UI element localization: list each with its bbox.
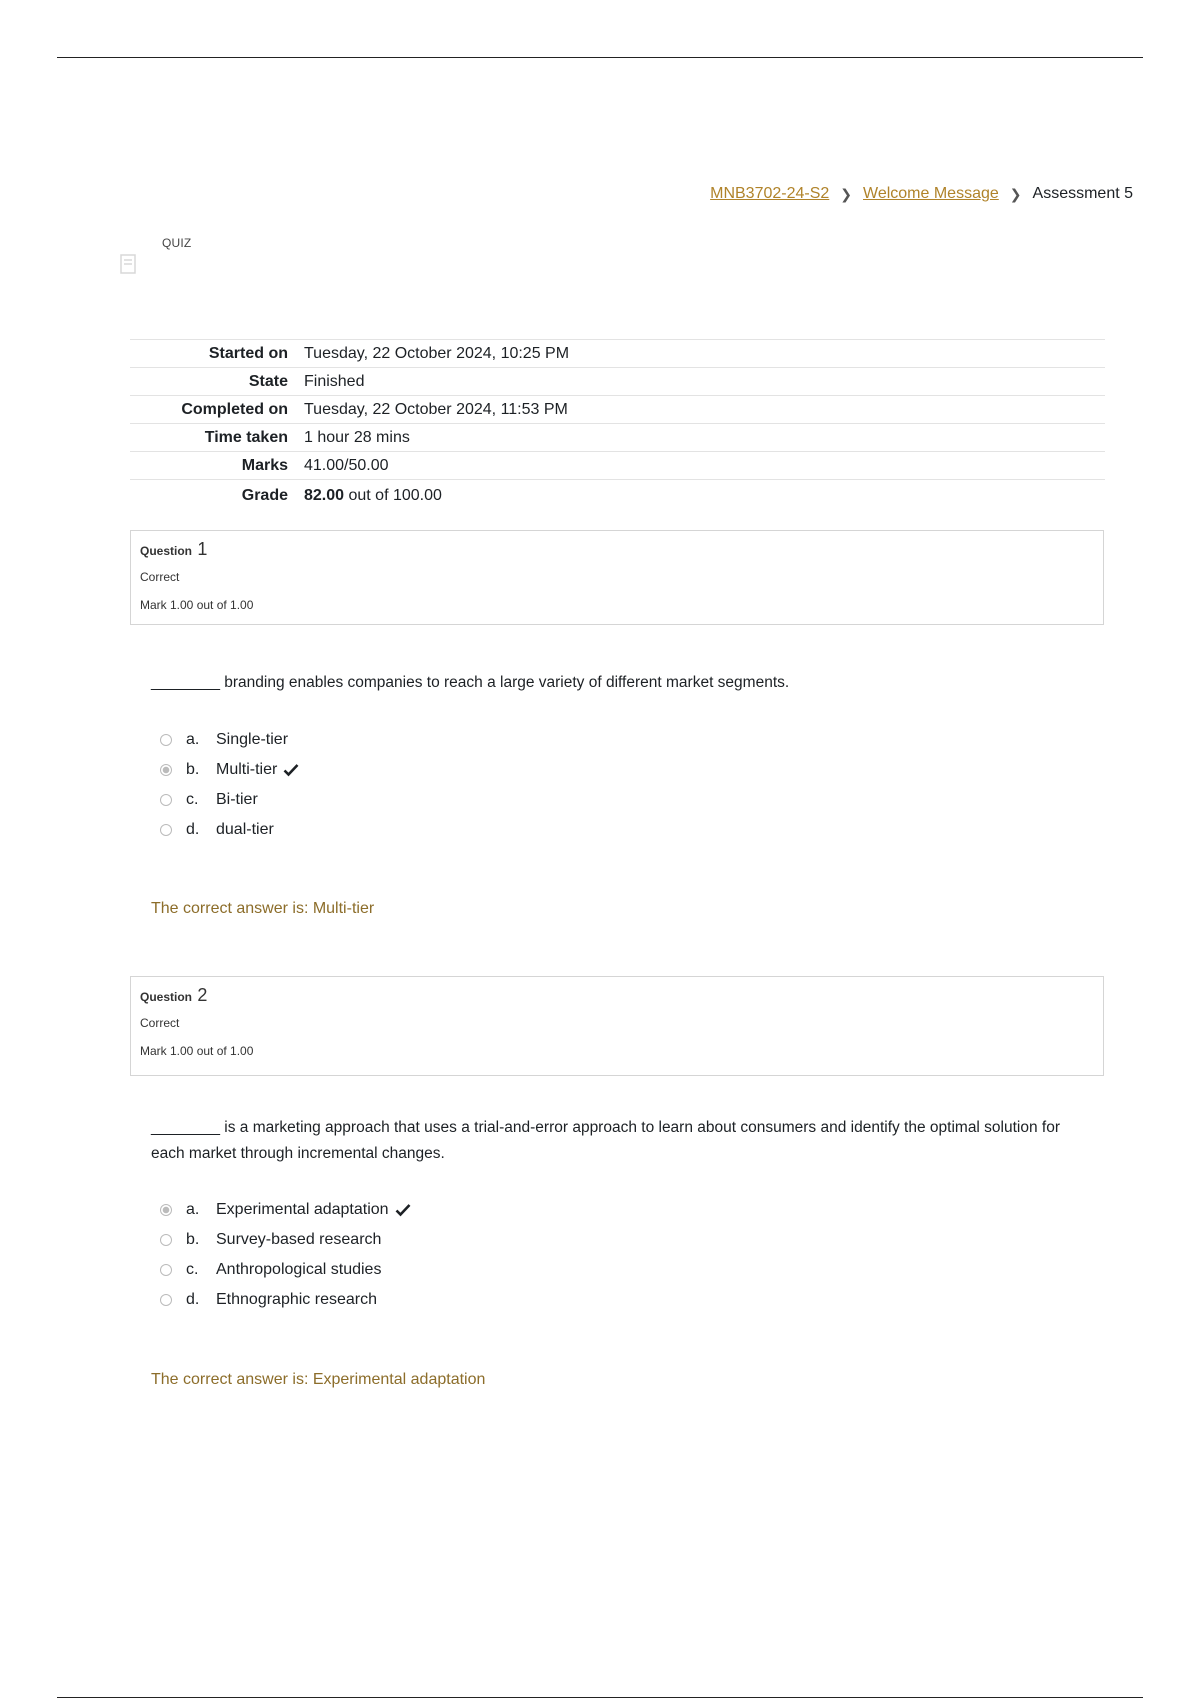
question-2-state: Correct xyxy=(140,1016,180,1030)
question-2-mark: Mark 1.00 out of 1.00 xyxy=(140,1044,254,1058)
answer-text: dual-tier xyxy=(216,821,274,838)
summary-row-completed xyxy=(130,396,1105,424)
answer-letter: c. xyxy=(186,1261,199,1278)
question-2-answers xyxy=(160,1195,411,1315)
marks-label: Marks xyxy=(130,452,304,480)
grade-out-of: out of 100.00 xyxy=(344,486,442,504)
time-taken-value: 1 hour 28 mins xyxy=(304,424,1105,452)
question-number: 2 xyxy=(197,985,208,1005)
chevron-right-icon: ❯ xyxy=(1009,185,1022,202)
completed-on-value: Tuesday, 22 October 2024, 11:53 PM xyxy=(304,396,1105,424)
answer-text: Bi-tier xyxy=(216,791,258,808)
answer-option[interactable] xyxy=(160,1195,411,1225)
grade-value xyxy=(304,480,1105,512)
summary-row-started xyxy=(130,340,1105,368)
summary-row-state xyxy=(130,368,1105,396)
radio-button[interactable] xyxy=(160,764,172,776)
question-label: Question xyxy=(140,544,193,558)
question-number: 1 xyxy=(197,539,208,559)
quiz-icon xyxy=(118,252,142,276)
state-value: Finished xyxy=(304,368,1105,396)
grade-label: Grade xyxy=(130,480,304,512)
radio-button[interactable] xyxy=(160,824,172,836)
question-2-text: ________ is a marketing approach that uses a trial-and-error approach to learn about consumers and identify the optimal solution for each market through incremental changes. xyxy=(151,1119,1061,1162)
breadcrumb-course-link[interactable]: MNB3702-24-S2 xyxy=(710,185,830,202)
answer-option[interactable] xyxy=(160,1225,411,1255)
answer-letter: b. xyxy=(186,761,200,778)
question-2-feedback: The correct answer is: Experimental adaptation xyxy=(151,1371,486,1388)
checkmark-icon xyxy=(395,1203,411,1217)
answer-text: Ethnographic research xyxy=(216,1291,377,1308)
answer-text: Anthropological studies xyxy=(216,1261,382,1278)
question-2-number xyxy=(140,985,1094,1006)
answer-option[interactable] xyxy=(160,815,299,845)
question-1-info xyxy=(130,530,1104,625)
state-label: State xyxy=(130,368,304,396)
breadcrumb-welcome-link[interactable]: Welcome Message xyxy=(863,185,999,202)
completed-on-label: Completed on xyxy=(130,396,304,424)
answer-text: Experimental adaptation xyxy=(216,1201,389,1218)
answer-option[interactable] xyxy=(160,725,299,755)
question-1-state: Correct xyxy=(140,570,180,584)
marks-value: 41.00/50.00 xyxy=(304,452,1105,480)
answer-letter: a. xyxy=(186,1201,200,1218)
summary-row-grade xyxy=(130,480,1105,512)
summary-row-time xyxy=(130,424,1105,452)
page-top-rule xyxy=(57,57,1143,58)
answer-option[interactable] xyxy=(160,1255,411,1285)
answer-text: Single-tier xyxy=(216,731,289,748)
started-on-value: Tuesday, 22 October 2024, 10:25 PM xyxy=(304,340,1105,368)
quiz-label: QUIZ xyxy=(162,236,192,250)
attempt-summary-table xyxy=(130,339,1105,511)
page-bottom-rule xyxy=(57,1697,1143,1698)
radio-button[interactable] xyxy=(160,1204,172,1216)
quiz-header xyxy=(118,236,191,276)
answer-letter: b. xyxy=(186,1231,200,1248)
time-taken-label: Time taken xyxy=(130,424,304,452)
radio-button[interactable] xyxy=(160,1264,172,1276)
answer-letter: d. xyxy=(186,821,200,838)
answer-text: Multi-tier xyxy=(216,761,278,778)
question-1-mark: Mark 1.00 out of 1.00 xyxy=(140,598,254,612)
summary-row-marks xyxy=(130,452,1105,480)
question-1-number xyxy=(140,539,1094,560)
started-on-label: Started on xyxy=(130,340,304,368)
answer-letter: d. xyxy=(186,1291,200,1308)
answer-option[interactable] xyxy=(160,755,299,785)
answer-letter: a. xyxy=(186,731,200,748)
question-1-answers xyxy=(160,725,299,845)
checkmark-icon xyxy=(283,763,299,777)
question-1-text: ________ branding enables companies to reach a large variety of different market segments. xyxy=(151,674,790,691)
radio-button[interactable] xyxy=(160,1294,172,1306)
radio-button[interactable] xyxy=(160,794,172,806)
answer-text: Survey-based research xyxy=(216,1231,382,1248)
breadcrumb-current: Assessment 5 xyxy=(1032,185,1133,202)
answer-letter: c. xyxy=(186,791,199,808)
radio-button[interactable] xyxy=(160,1234,172,1246)
breadcrumb xyxy=(710,185,1133,203)
grade-score: 82.00 xyxy=(304,486,345,504)
answer-option[interactable] xyxy=(160,1285,411,1315)
question-2-info xyxy=(130,976,1104,1076)
answer-option[interactable] xyxy=(160,785,299,815)
question-label: Question xyxy=(140,990,193,1004)
radio-button[interactable] xyxy=(160,734,172,746)
chevron-right-icon: ❯ xyxy=(840,185,853,202)
question-1-feedback: The correct answer is: Multi-tier xyxy=(151,900,375,917)
